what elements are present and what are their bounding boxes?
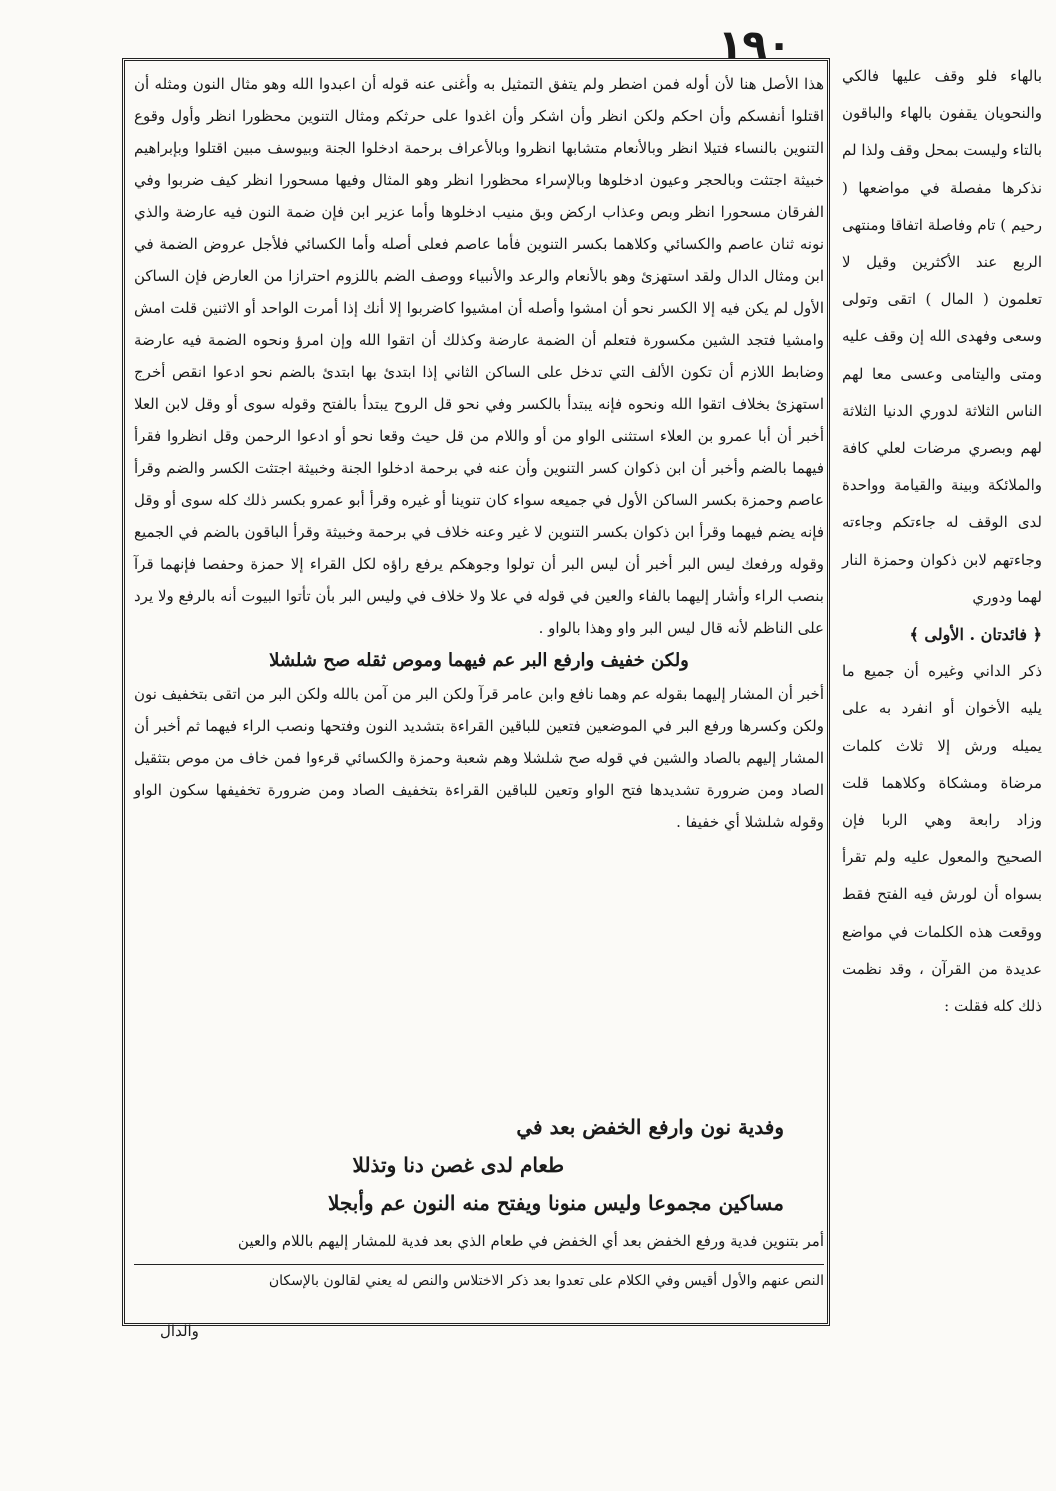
main-paragraph-2: أخبر أن المشار إليهما بقوله عم وهما نافع وابن عامر قرآ ولكن البر من آمن بالله ولكن البر من اتقى بتخفيف نون ولكن وكسرها ورفع البر في الموضعين فتعين للباقين القراءة بتشديد النون وفتحها ونصب الراء فيهما ثم أخبر أن المشار إليهم بالصاد والشين في قوله صح شلشلا وهم شعبة وحمزة والكسائي قرءوا فمن خاف من موص بتثقيل الصاد ومن ضرورة تشديدها فتح الواو وتعين للباقين القراءة بتخفيف الصاد ومن ضرورة تخفيفها سكون الواو وقوله شلشلا أي خفيفا . [134, 685, 824, 831]
margin-commentary [842, 58, 1042, 1025]
margin-paragraph-2: ذكر الداني وغيره أن جميع ما يليه الأخوان أو انفرد به على يميله ورش إلا ثلاث كلمات مرضاة ومشكاة وكلاهما قلت وزاد رابعة وهي الربا فإن الصحيح والمعول عليه ولم تقرأ بسواه أن لورش فيه الفتح فقط ووقعت هذه الكلمات في مواضع عديدة من القرآن ، وقد نظمت ذلك كله فقلت : [842, 662, 1042, 1016]
footnote-divider [134, 1264, 824, 1265]
poem-line-3: مساكين مجموعا وليس منونا ويفتح منه النون عم وأبجلا [327, 1191, 784, 1215]
poem-line-2: طعام لدى غصن دنا وتذللا [352, 1153, 564, 1177]
footnote: النص عنهم والأول أقيس وفي الكلام على تعدوا بعد ذكر الاختلاس والنص له يعني لقالون بالإسكان [268, 1273, 824, 1289]
catchword: والدال [160, 1322, 199, 1340]
page-number: ١٩٠ [718, 22, 792, 68]
main-text [134, 68, 824, 838]
verse-line: ولكن خفيف وارفع البر عم فيهما وموص ثقله صح شلشلا [269, 650, 689, 671]
poem-line-1: وفدية نون وارفع الخفض بعد في [516, 1115, 784, 1139]
margin-paragraph-1: بالهاء فلو وقف عليها فالكي والنحويان يقفون بالهاء والباقون بالتاء وليست بمحل وقف ولذا لم نذكرها مفصلة في مواضعها ( رحيم ) تام وفاصلة اتفاقا ومنتهى الربع عند الأكثرين وقيل لا تعلمون ( المال ) اتقى وتولى وسعى وفهدى الله إن وقف عليه ومتى واليتامى وعسى معا لهم الناس الثلاثة لدوري الدنيا الثلاثة لهم وبصري مرضات لعلي كافة والملائكة وبينة والقيامة وواحدة لدى الوقف له جاءتكم وجاءته وجاءتهم لابن ذكوان وحمزة النار لهما ودوري [842, 67, 1042, 606]
poem-block [134, 1108, 824, 1222]
margin-heading: ﴿ فائدتان . الأولى ﴾ [909, 625, 1042, 645]
poem-commentary: أمر بتنوين فدية ورفع الخفض بعد أي الخفض في طعام الذي بعد فدية للمشار إليهم باللام والعين [237, 1232, 824, 1250]
main-paragraph-1: هذا الأصل هنا لأن أوله فمن اضطر ولم يتفق التمثيل به وأغنى عنه قوله أن اعبدوا الله وهو مثال النون ومثله أن اقتلوا أنفسكم وأن احكم ولكن انظر وأن اشكر وأن اغدوا على حرثكم ومثال التنوين محظورا انظر وأول وقوع التنوين بالنساء فتيلا انظر وبالأنعام متشابها انظروا وبالأعراف برحمة ادخلوا الجنة وبيوسف مبين اقتلوا وبإبراهيم خبيثة اجتثت وبالحجر وعيون ادخلوها وبالإسراء محظورا انظر وهو المثال وفيها مسحورا انظر كيف ضربوا وفي الفرقان مسحورا انظر وبص وعذاب اركض وبق منيب ادخلوها وأما عزير ابن فإن ضمة النون فيه عارضة والذي نونه ثنان عاصم والكسائي وكلاهما بكسر التنوين فأما عاصم فعلى أصله وأما الكسائي فلأجل عروض الضمة في ابن ومثال الدال ولقد استهزئ وهو بالأنعام والرعد والأنبياء ووصف الضم باللزوم احترازا من العارض فإن الساكن الأول لم يكن فيه إلا الكسر نحو أن امشوا وأصله أن امشيوا كاضربوا إلا أنك إذا أمرت الواحد أو الاثنين قلت امش وامشيا فتجد الشين مكسورة فتعلم أن الضمة عارضة وكذلك أن اتقوا الله وإن امرؤ ونحوه الضمة فيه عارضة وضابط اللازم أن تكون الألف التي تدخل على الساكن الثاني إذا ابتدئ بها ابتدئ بالضم نحو ادعوا انقص أخرج استهزئ بخلاف اتقوا الله ونحوه فإنه يبتدأ بالكسر وفي نحو قل الروح يبتدأ بالفتح وقوله سوى أو وقل لابن العلا أخبر أن أبا عمرو بن العلاء استثنى الواو من أو واللام من قل حيث وقعا نحو أو ادعوا الرحمن وقل انظروا فقرأ فيهما بالضم وأخبر أن ابن ذكوان كسر التنوين وأن عنه في برحمة ادخلوا الجنة وخبيثة اجتثت الكسر والضم وقرأ عاصم وحمزة بكسر الساكن الأول في جميعه سواء كان تنوينا أو غيره وقرأ أبو عمرو بكسر ذلك كله سوى أو وقل فإنه يضم فيهما وقرأ ابن ذكوان بكسر التنوين لا غير وعنه خلاف في برحمة وخبيثة وقرأ الباقون بالضم في الجميع وقوله ورفعك ليس البر أخبر أن ليس البر أن تولوا وجوهكم يرفع راؤه لكل القراء إلا حمزة وحفصا فإنهما قرآ بنصب الراء وأشار إليهما بالفاء والعين في قوله في علا ولا خلاف في وليس البر بأن تأتوا البيوت أنه بالرفع ولا يرد على الناظم لأنه قال ليس البر واو وهذا بالواو . [134, 75, 824, 637]
